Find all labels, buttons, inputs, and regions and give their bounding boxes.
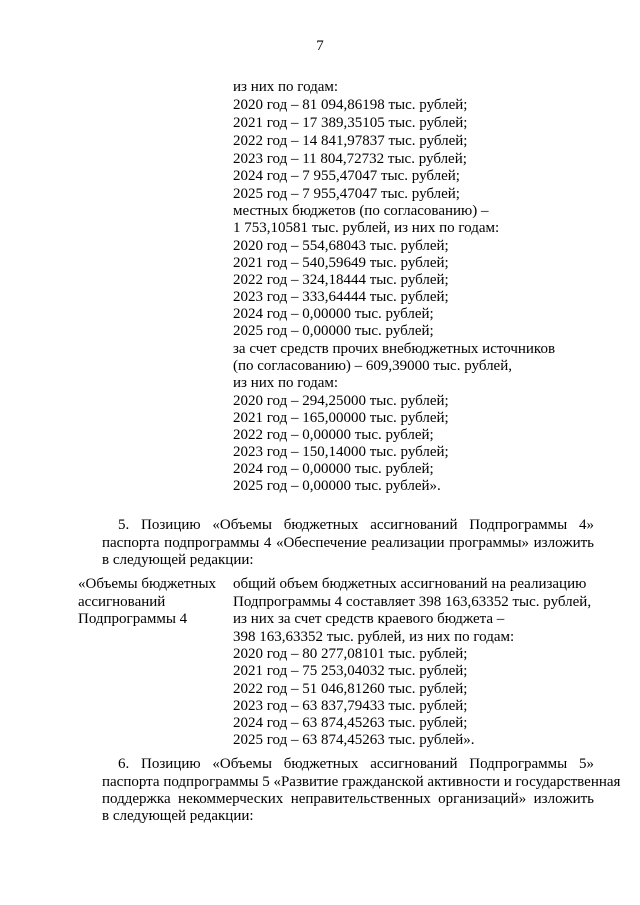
text-line: 2025 год – 0,00000 тыс. рублей». <box>233 478 441 494</box>
text-line: за счет средств прочих внебюджетных источников <box>233 341 556 357</box>
text-line: 2025 год – 0,00000 тыс. рублей; <box>233 323 434 339</box>
text-line: 2023 год – 150,14000 тыс. рублей; <box>233 444 449 460</box>
table-right-cell-line: общий объем бюджетных ассигнований на реализацию <box>233 576 587 592</box>
text-line: 2022 год – 0,00000 тыс. рублей; <box>233 427 434 443</box>
paragraph-line: в следующей редакции: <box>102 808 254 824</box>
table-right-cell-line: 2023 год – 63 837,79433 тыс. рублей; <box>233 698 468 714</box>
paragraph-line: паспорта подпрограммы 4 «Обеспечение реализации программы» изложить <box>102 535 594 551</box>
text-line: (по согласованию) – 609,39000 тыс. рублей, <box>233 358 512 374</box>
text-line: из них по годам: <box>233 79 339 95</box>
text-line: 2022 год – 14 841,97837 тыс. рублей; <box>233 133 468 149</box>
paragraph-line: поддержка некоммерческих неправительственных организаций» изложить <box>102 791 594 807</box>
text-line: 2024 год – 7 955,47047 тыс. рублей; <box>233 168 460 184</box>
table-right-cell-line: Подпрограммы 4 составляет 398 163,63352 тыс. рублей, <box>233 594 592 610</box>
table-left-cell-line: «Объемы бюджетных <box>78 576 217 592</box>
text-line: 2023 год – 11 804,72732 тыс. рублей; <box>233 151 467 167</box>
page-number: 7 <box>316 38 324 54</box>
table-right-cell-line: 2021 год – 75 253,04032 тыс. рублей; <box>233 663 468 679</box>
paragraph-line: паспорта подпрограммы 5 «Развитие гражданской активности и государственная <box>102 774 621 790</box>
text-line: 2020 год – 554,68043 тыс. рублей; <box>233 238 449 254</box>
text-line: 2022 год – 324,18444 тыс. рублей; <box>233 272 449 288</box>
text-line: 2020 год – 294,25000 тыс. рублей; <box>233 393 449 409</box>
table-left-cell-line: ассигнований <box>78 594 166 610</box>
text-line: 2024 год – 0,00000 тыс. рублей; <box>233 306 434 322</box>
text-line: из них по годам: <box>233 375 339 391</box>
paragraph-line: 5. Позицию «Объемы бюджетных ассигнований Подпрограммы 4» <box>118 517 594 533</box>
paragraph-line: 6. Позицию «Объемы бюджетных ассигнований Подпрограммы 5» <box>118 756 594 772</box>
table-left-cell-line: Подпрограммы 4 <box>78 611 188 627</box>
table-right-cell-line: из них за счет средств краевого бюджета – <box>233 611 505 627</box>
text-line: 2023 год – 333,64444 тыс. рублей; <box>233 289 449 305</box>
table-right-cell-line: 2025 год – 63 874,45263 тыс. рублей». <box>233 732 475 748</box>
text-line: 2020 год – 81 094,86198 тыс. рублей; <box>233 97 468 113</box>
table-right-cell-line: 398 163,63352 тыс. рублей, из них по годам: <box>233 629 515 645</box>
text-line: 2025 год – 7 955,47047 тыс. рублей; <box>233 186 460 202</box>
text-line: 1 753,10581 тыс. рублей, из них по годам: <box>233 220 500 236</box>
table-right-cell-line: 2022 год – 51 046,81260 тыс. рублей; <box>233 681 468 697</box>
table-right-cell-line: 2024 год – 63 874,45263 тыс. рублей; <box>233 715 468 731</box>
text-line: местных бюджетов (по согласованию) – <box>233 203 489 219</box>
text-line: 2021 год – 17 389,35105 тыс. рублей; <box>233 115 468 131</box>
text-line: 2021 год – 540,59649 тыс. рублей; <box>233 255 449 271</box>
text-line: 2021 год – 165,00000 тыс. рублей; <box>233 410 449 426</box>
paragraph-line: в следующей редакции: <box>102 552 254 568</box>
table-right-cell-line: 2020 год – 80 277,08101 тыс. рублей; <box>233 646 468 662</box>
text-line: 2024 год – 0,00000 тыс. рублей; <box>233 461 434 477</box>
